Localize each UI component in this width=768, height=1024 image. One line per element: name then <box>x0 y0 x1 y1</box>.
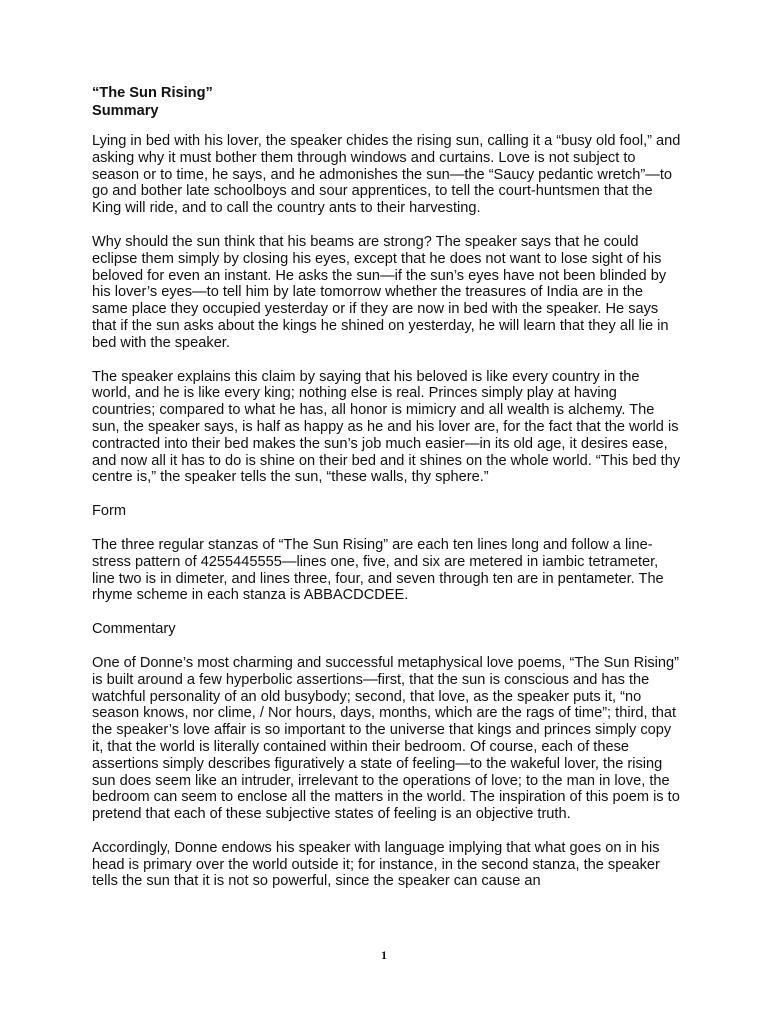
form-paragraph: The three regular stanzas of “The Sun Rising” are each ten lines long and follow a line-stress pattern of 4255445555—lines one, five, and six are metered in iambic tetrameter, line two is in dimeter, and lines three, four, and seven through ten are in pentameter. The rhyme scheme in each stanza is ABBACDCDEE. <box>92 536 664 604</box>
summary-paragraph-3: The speaker explains this claim by saying that his beloved is like every country in the world, and he is like every king; nothing else is real. Princes simply play at having countries; compared to what he has, all honor is mimicry and all wealth is alchemy. The sun, the speaker says, is half as happy as he and his lover are, for the fact that the world is contracted into their bed makes the sun’s job much easier—in its old age, it desires ease, and now all it has to do is shine on their bed and it shines on the whole world. “This bed thy centre is,” the speaker tells the sun, “these walls, thy sphere.” <box>92 368 681 486</box>
section-heading-commentary: Commentary <box>92 621 176 638</box>
commentary-paragraph-1: One of Donne’s most charming and successful metaphysical love poems, “The Sun Rising” is built around a few hyperbolic assertions—first, that the sun is conscious and has the watchful personality of an old busybody; second, that love, as the speaker puts it, “no season knows, nor clime, / Nor hours, days, months, which are the rags of time”; third, that the speaker’s love affair is so important to the universe that kings and princes simply copy it, that the world is literally contained within their bedroom. Of course, each of these assertions simply describes figuratively a state of feeling—to the wakeful lover, the rising sun does seem like an intruder, irrelevant to the operations of love; to the man in love, the bedroom can seem to enclose all the matters in the world. The inspiration of this poem is to pretend that each of these subjective states of feeling is an objective truth. <box>92 654 680 823</box>
summary-paragraph-1: Lying in bed with his lover, the speaker chides the rising sun, calling it a “busy old fool,” and asking why it must bother them through windows and curtains. Love is not subject to season or to time, he says, and he admonishes the sun—the “Saucy pedantic wretch”—to go and bother late schoolboys and sour apprentices, to tell the court-huntsmen that the King will ride, and to call the country ants to their harvesting. <box>92 133 681 217</box>
title-block <box>92 84 682 120</box>
document-title: “The Sun Rising” <box>92 85 213 101</box>
section-heading-form: Form <box>92 503 127 520</box>
page-number: 1 <box>381 948 387 962</box>
commentary-paragraph-2: Accordingly, Donne endows his speaker with language implying that what goes on in his head is primary over the world outside it; for instance, in the second stanza, the speaker tells the sun that it is not so powerful, since the speaker can cause an <box>92 839 660 890</box>
section-heading-summary: Summary <box>92 103 159 119</box>
document-page <box>92 84 682 907</box>
summary-paragraph-2: Why should the sun think that his beams are strong? The speaker says that he could eclipse them simply by closing his eyes, except that he does not want to lose sight of his beloved for even an instant. He asks the sun—if the sun’s eyes have not been blinded by his lover’s eyes—to tell him by late tomorrow whether the treasures of India are in the same place they occupied yesterday or if they are now in bed with the speaker. He says that if the sun asks about the kings he shined on yesterday, he will learn that they all lie in bed with the speaker. <box>92 233 669 351</box>
